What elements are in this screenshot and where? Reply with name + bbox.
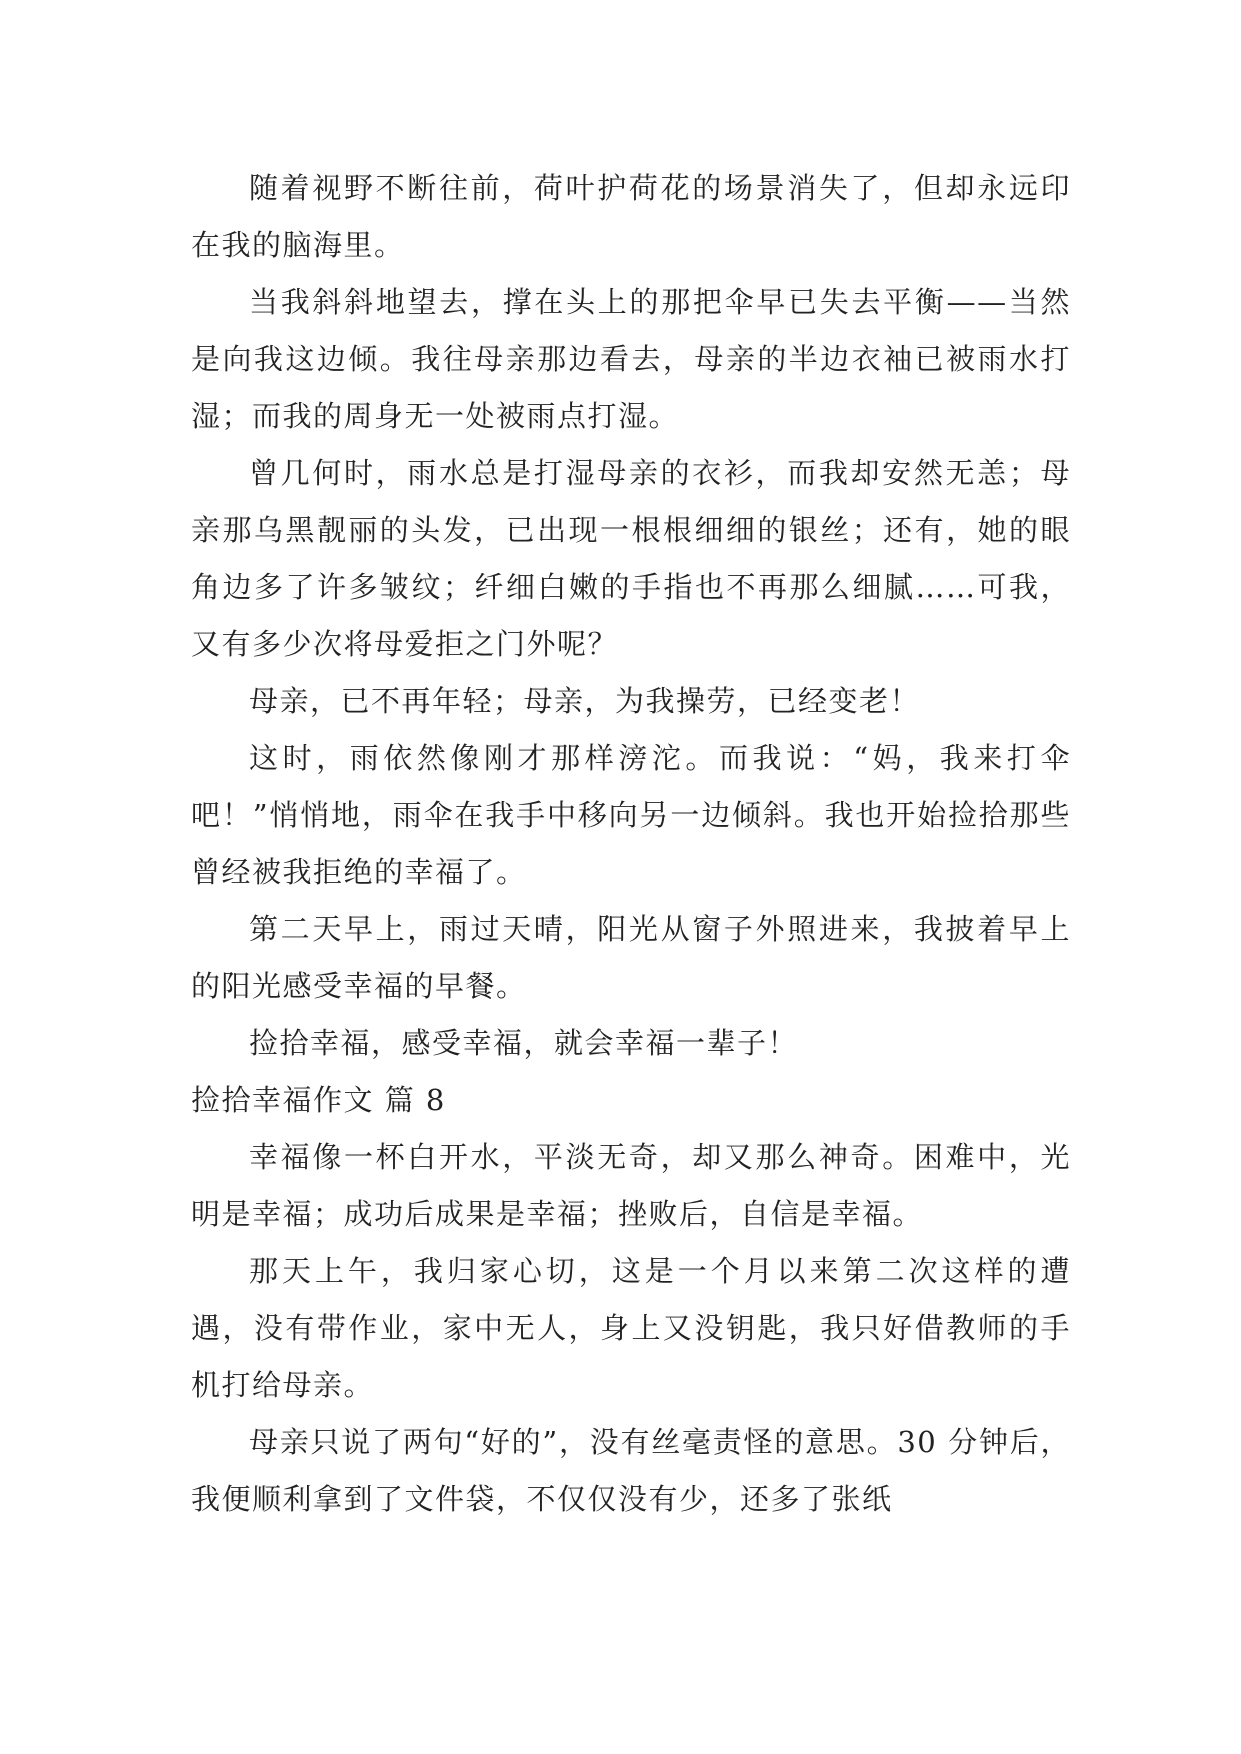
- paragraph: 当我斜斜地望去，撑在头上的那把伞早已失去平衡——当然是向我这边倾。我往母亲那边看去，母亲的半边衣袖已被雨水打湿；而我的周身无一处被雨点打湿。: [191, 285, 1071, 433]
- paragraph: 第二天早上，雨过天晴，阳光从窗子外照进来，我披着早上的阳光感受幸福的早餐。: [191, 912, 1071, 1003]
- document-body: [191, 160, 1071, 1528]
- paragraph: 随着视野不断往前，荷叶护荷花的场景消失了，但却永远印在我的脑海里。: [191, 171, 1071, 262]
- paragraph: 捡拾幸福，感受幸福，就会幸福一辈子！: [249, 1026, 799, 1060]
- paragraph: 母亲只说了两句“好的”，没有丝毫责怪的意思。30 分钟后，我便顺利拿到了文件袋，不仅仅没有少，还多了张纸: [191, 1425, 1071, 1516]
- paragraph: 母亲，已不再年轻；母亲，为我操劳，已经变老！: [249, 684, 921, 718]
- paragraph: 那天上午，我归家心切，这是一个月以来第二次这样的遭遇，没有带作业，家中无人，身上又没钥匙，我只好借教师的手机打给母亲。: [191, 1254, 1071, 1402]
- paragraph: 这时，雨依然像刚才那样滂沱。而我说：“妈，我来打伞吧！”悄悄地，雨伞在我手中移向另一边倾斜。我也开始捡拾那些曾经被我拒绝的幸福了。: [191, 741, 1071, 889]
- paragraph: 幸福像一杯白开水，平淡无奇，却又那么神奇。困难中，光明是幸福；成功后成果是幸福；挫败后，自信是幸福。: [191, 1140, 1071, 1231]
- section-heading: 捡拾幸福作文 篇 8: [191, 1083, 446, 1117]
- paragraph: 曾几何时，雨水总是打湿母亲的衣衫，而我却安然无恙；母亲那乌黑靓丽的头发，已出现一根根细细的银丝；还有，她的眼角边多了许多皱纹；纤细白嫩的手指也不再那么细腻……可我，又有多少次将母爱拒之门外呢？: [191, 456, 1071, 661]
